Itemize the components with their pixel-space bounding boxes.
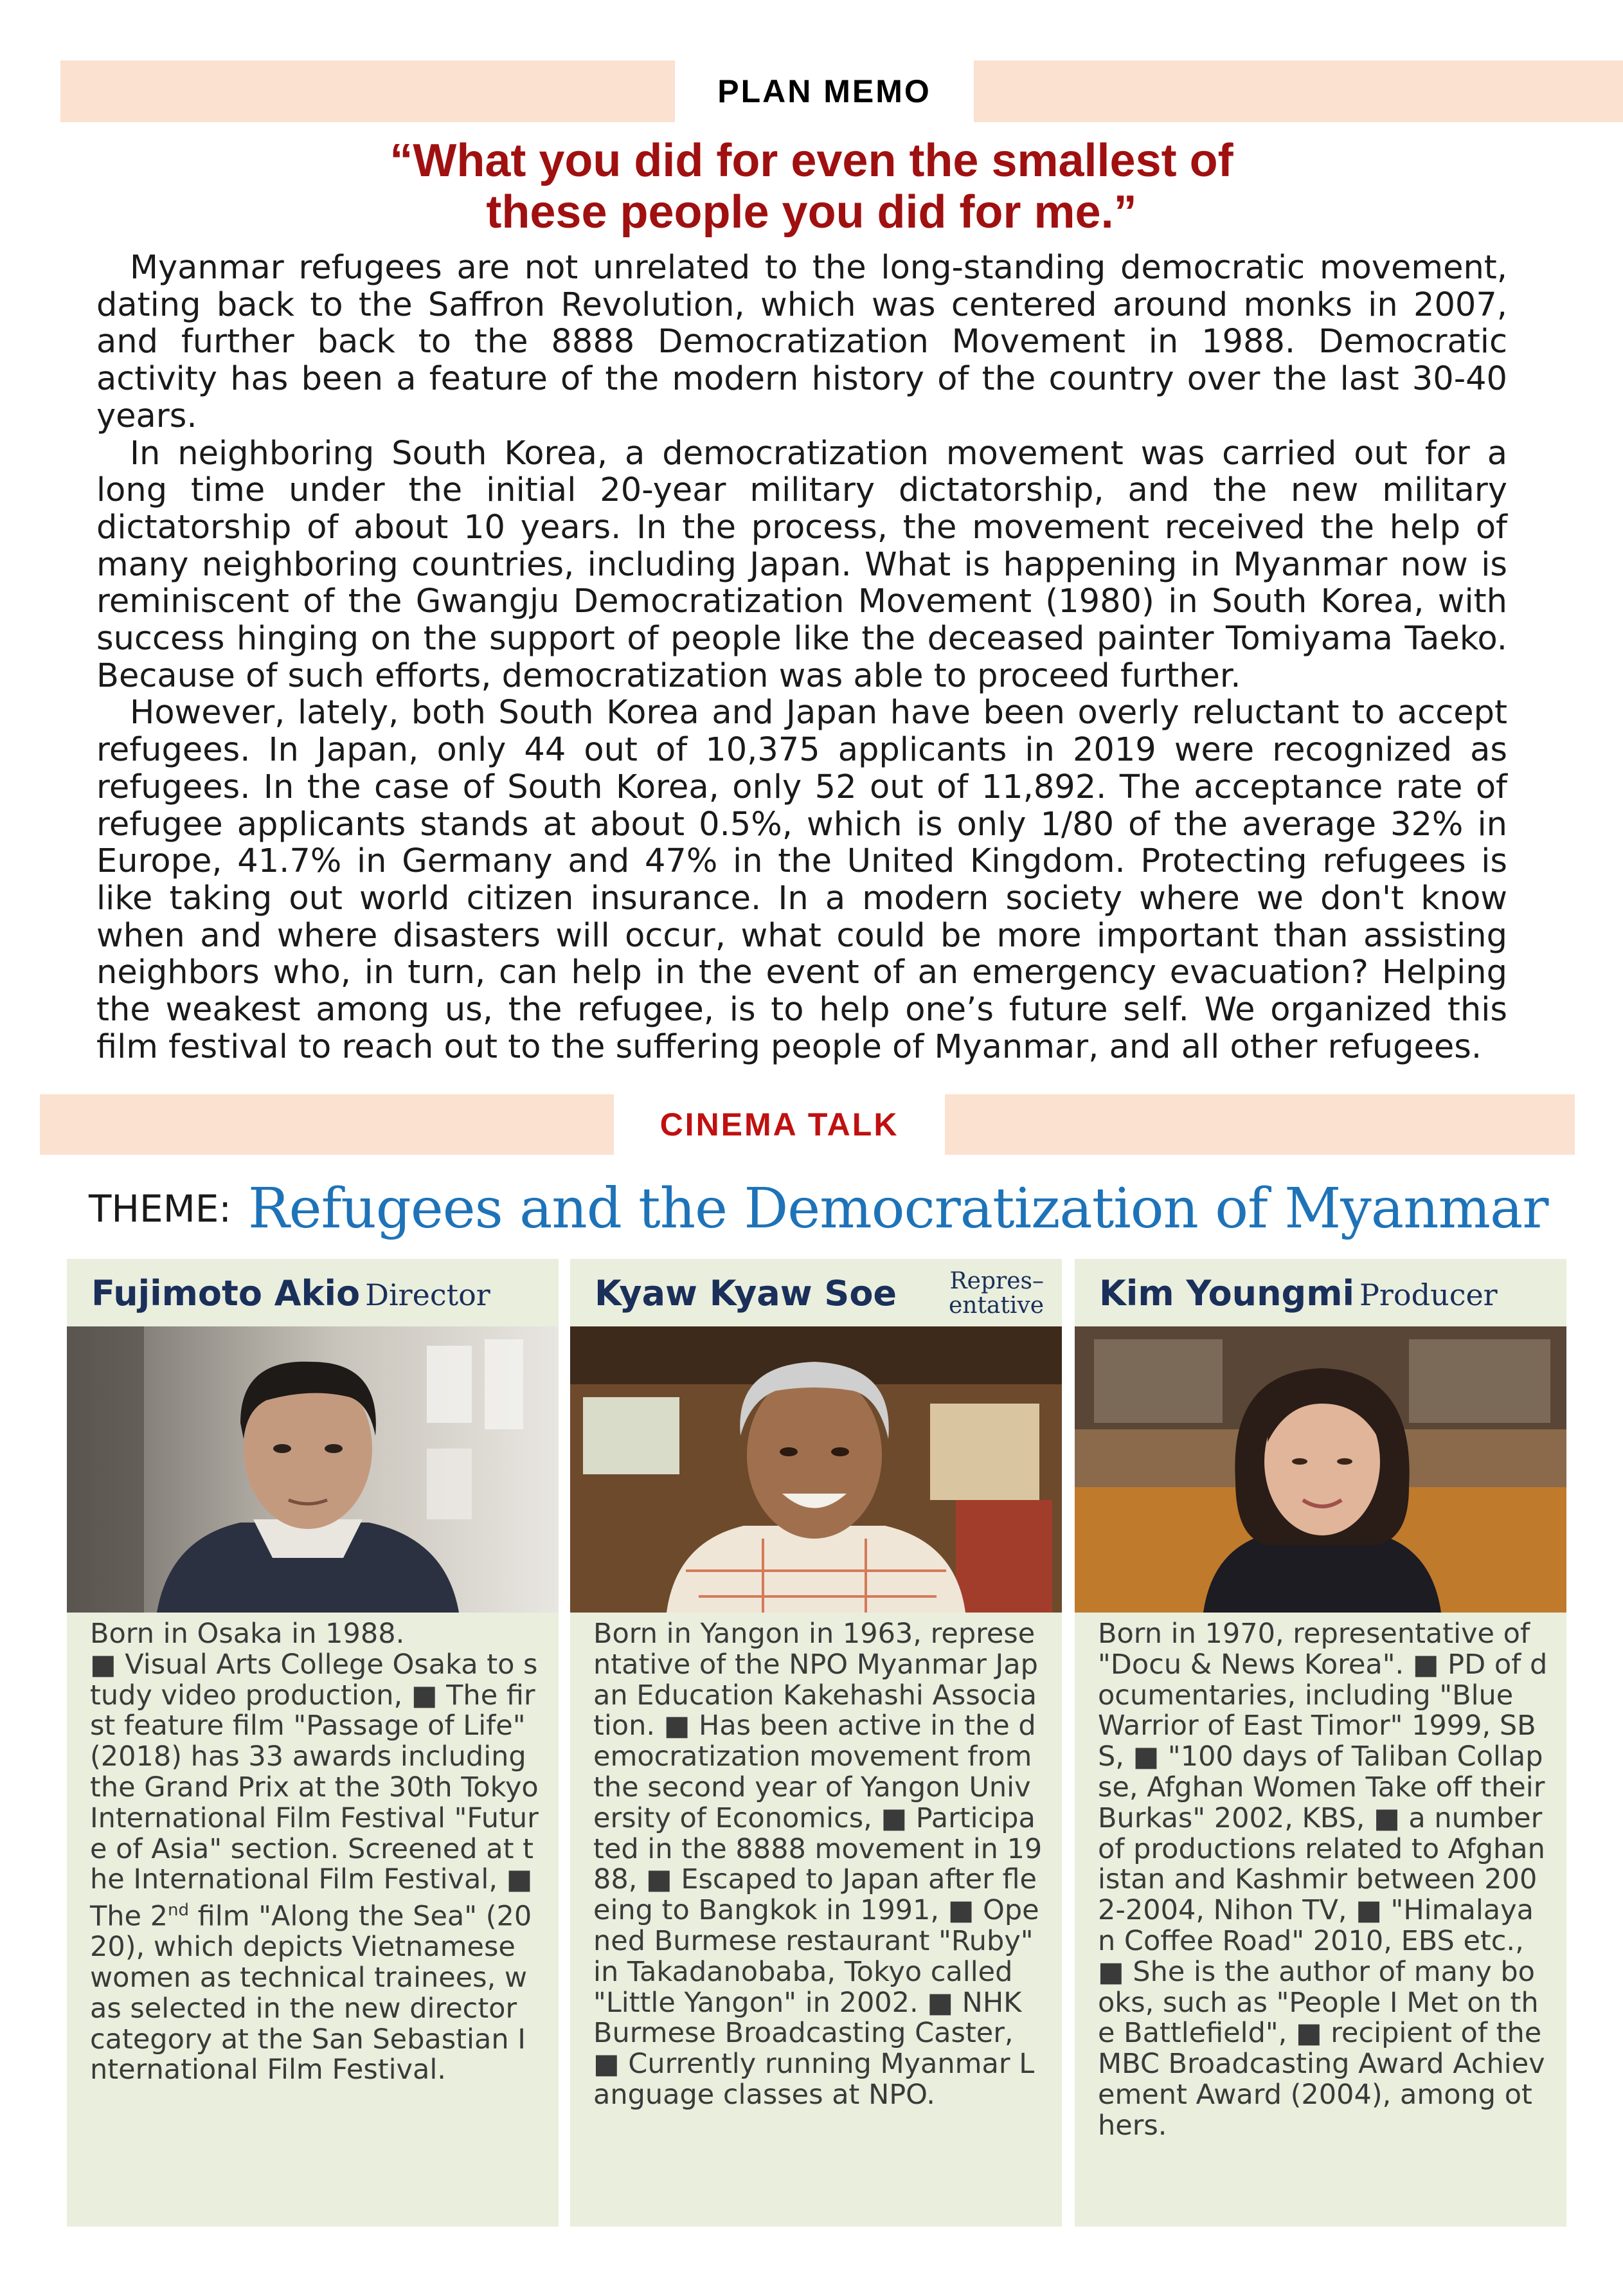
speaker-photo — [570, 1326, 1062, 1613]
speaker-header — [570, 1259, 1062, 1326]
speaker-name: Fujimoto Akio — [91, 1273, 361, 1314]
speaker-role: Producer — [1359, 1278, 1498, 1312]
theme-line — [89, 1177, 1567, 1241]
speaker-bio: Born in Osaka in 1988. ■ Visual Arts College Osaka to study video production, ■ The first feature film "Passage of Life" (2018) has 33 awards including the Grand Prix at the 30th Tokyo International Film Festival "Future of Asia" section. Screened at the International Film Festival, ■ The 2nd film "Along the Sea" (2020), which depicts Vietnamese women as technical trainees, was selected in the new director category at the San Sebastian International Film Festival. — [90, 1618, 539, 2086]
theme-prefix: THEME: — [89, 1187, 231, 1231]
memo-paragraph-1: Myanmar refugees are not unrelated to the long-standing democratic movement, dating back to the Saffron Revolution, which was centered around monks in 2007, and further back to the 8888 Democratization Movement in 1988. Democratic activity has been a feature of the modern history of the country over the last 30-40 years. — [96, 249, 1507, 435]
quote-line-2: these people you did for me.” — [486, 186, 1137, 238]
theme-title: Refugees and the Democratization of Myanmar — [247, 1177, 1548, 1241]
speaker-name: Kim Youngmi — [1099, 1273, 1354, 1314]
speaker-name: Kyaw Kyaw Soe — [595, 1273, 897, 1314]
quote-line-1: “What you did for even the smallest of — [390, 135, 1233, 186]
speaker-photo — [67, 1326, 559, 1613]
cinema-talk-heading: CINEMA TALK — [614, 1092, 945, 1157]
speaker-bio: Born in 1970, representative of "Docu & News Korea". ■ PD of documentaries, including "Blue Warrior of East Timor" 1999, SBS, ■ "100 days of Taliban Collapse, Afghan Women Take off their Burkas" 2002, KBS, ■ a number of productions related to Afghanistan and Kashmir between 2002-2004, Nihon TV, ■ "Himalayan Coffee Road" 2010, EBS etc., ■ She is the author of many books, such as "People I Met on the Battlefield", ■ recipient of the MBC Broadcasting Award Achievement Award (2004), among others. — [1098, 1618, 1548, 2142]
speaker-role: Director — [365, 1278, 490, 1312]
plan-memo-heading: PLAN MEMO — [675, 58, 974, 125]
memo-paragraph-2: In neighboring South Korea, a democratization movement was carried out for a long time under the initial 20-year military dictatorship, and the new military dictatorship of about 10 years. In the process, the movement received the help of many neighboring countries, including Japan. What is happening in Myanmar now is reminiscent of the Gwangju Democratization Movement (1980) in South Korea, with success hinging on the support of people like the deceased painter Tomiyama Taeko. Because of such efforts, democratization was able to proceed further. — [96, 434, 1507, 695]
speaker-card-kim — [1075, 1259, 1566, 2227]
memo-body — [96, 249, 1507, 1065]
speaker-card-kyaw — [570, 1259, 1062, 2227]
speaker-bio: Born in Yangon in 1963, representative of the NPO Myanmar Japan Education Kakehashi Association. ■ Has been active in the democratization movement from the second year of Yangon University of Economics, ■ Participated in the 8888 movement in 1988, ■ Escaped to Japan after fleeing to Bangkok in 1991, ■ Opened Burmese restaurant "Ruby" in Takadanobaba, Tokyo called "Little Yangon" in 2002. ■ NHK Burmese Broadcasting Caster, ■ Currently running Myanmar Language classes at NPO. — [593, 1618, 1043, 2111]
memo-quote — [96, 135, 1527, 238]
speaker-header — [67, 1259, 559, 1326]
speaker-header — [1075, 1259, 1566, 1326]
speaker-card-fujimoto — [67, 1259, 559, 2227]
speaker-role: Repres– entative — [948, 1268, 1044, 1319]
speaker-photo — [1075, 1326, 1566, 1613]
memo-paragraph-3: However, lately, both South Korea and Japan have been overly reluctant to accept refugees. In Japan, only 44 out of 10,375 applicants in 2019 were recognized as refugees. In the case of South Korea, only 52 out of 11,892. The acceptance rate of refugee applicants stands at about 0.5%, which is only 1/80 of the average 32% in Europe, 41.7% in Germany and 47% in the United Kingdom. Protecting refugees is like taking out world citizen insurance. In a modern society where we don't know when and where disasters will occur, what could be more important than assisting neighbors who, in turn, can help in the event of an emergency evacuation? Helping the weakest among us, the refugee, is to help one’s future self. We organized this film festival to reach out to the suffering people of Myanmar, and all other refugees. — [96, 694, 1507, 1066]
